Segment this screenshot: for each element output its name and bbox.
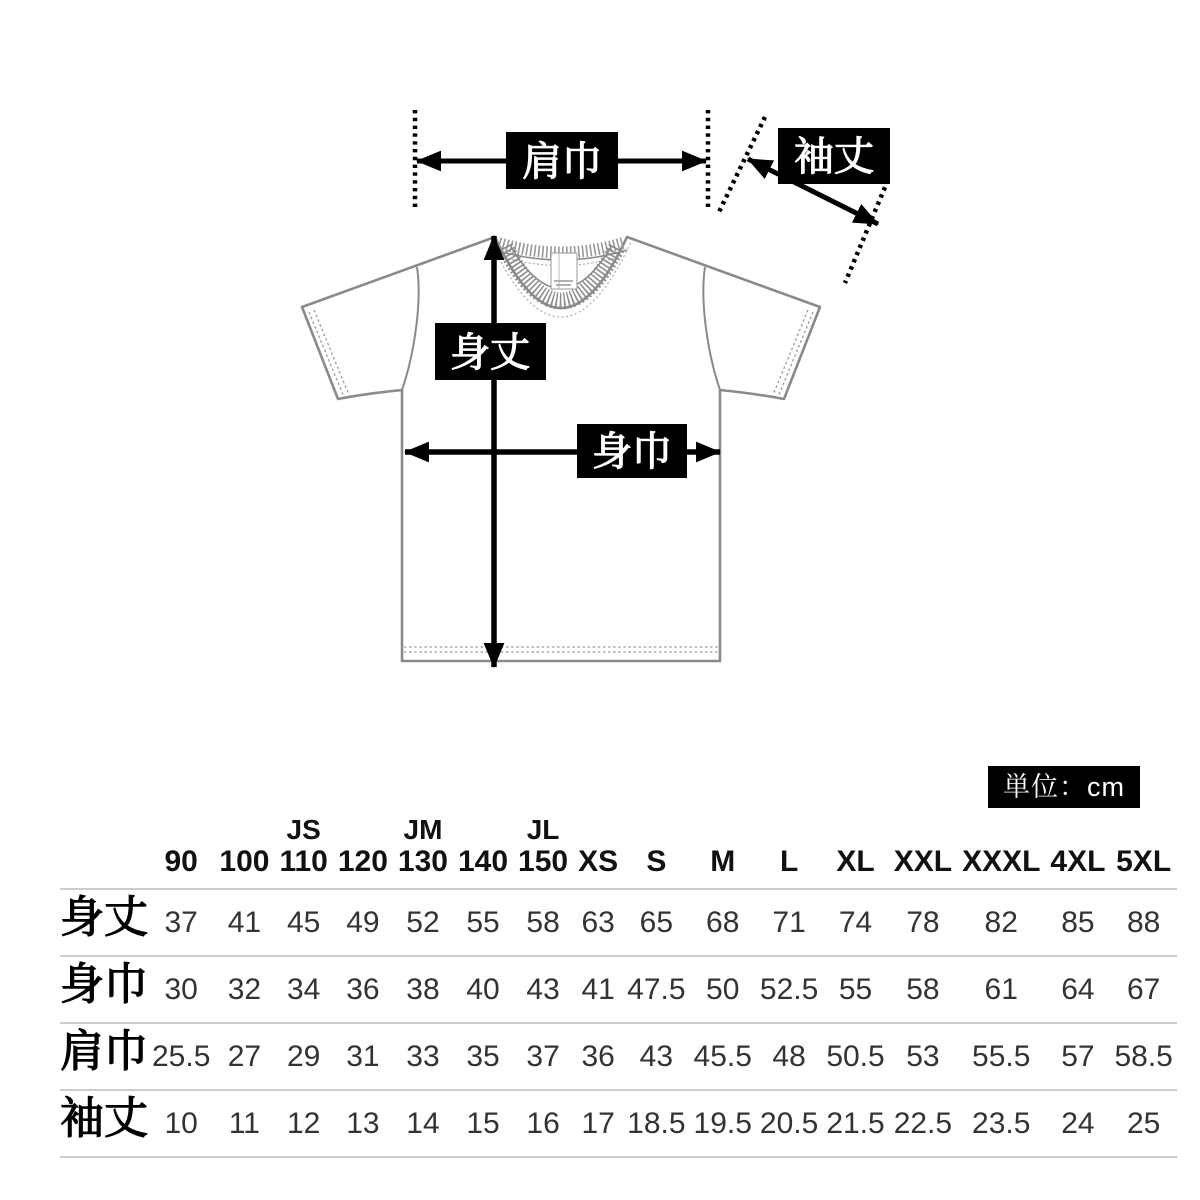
body-length-label-text: 身丈 bbox=[450, 331, 530, 375]
size-column-header: L bbox=[756, 810, 822, 889]
size-value-cell: 78 bbox=[889, 889, 957, 956]
size-value-cell: 47.5 bbox=[623, 956, 689, 1023]
size-column-header: S bbox=[623, 810, 689, 889]
size-value-cell: 12 bbox=[274, 1090, 332, 1157]
size-value-cell: 29 bbox=[274, 1023, 332, 1090]
size-column-header: 4XL bbox=[1045, 810, 1110, 889]
sleeve-length-label bbox=[778, 128, 890, 184]
size-value-cell: 52 bbox=[393, 889, 453, 956]
size-value-cell: 36 bbox=[573, 1023, 623, 1090]
size-value-cell: 31 bbox=[333, 1023, 393, 1090]
size-value-cell: 45 bbox=[274, 889, 332, 956]
size-value-cell: 21.5 bbox=[822, 1090, 888, 1157]
size-value-cell: 48 bbox=[756, 1023, 822, 1090]
body-length-label bbox=[435, 323, 546, 380]
measurement-row-label: 袖丈 bbox=[60, 1090, 148, 1157]
size-value-cell: 50.5 bbox=[822, 1023, 888, 1090]
size-table bbox=[60, 810, 1177, 1158]
size-value-cell: 22.5 bbox=[889, 1090, 957, 1157]
size-value-cell: 25 bbox=[1110, 1090, 1176, 1157]
size-value-cell: 37 bbox=[148, 889, 214, 956]
size-value-cell: 88 bbox=[1110, 889, 1176, 956]
size-value-cell: 16 bbox=[513, 1090, 573, 1157]
size-value-cell: 57 bbox=[1045, 1023, 1110, 1090]
size-value-cell: 85 bbox=[1045, 889, 1110, 956]
size-value-cell: 50 bbox=[690, 956, 756, 1023]
size-value-cell: 14 bbox=[393, 1090, 453, 1157]
size-value-cell: 43 bbox=[513, 956, 573, 1023]
size-value-cell: 61 bbox=[957, 956, 1045, 1023]
size-value-cell: 63 bbox=[573, 889, 623, 956]
size-value-cell: 10 bbox=[148, 1090, 214, 1157]
size-value-cell: 67 bbox=[1110, 956, 1176, 1023]
size-value-cell: 23.5 bbox=[957, 1090, 1045, 1157]
size-value-cell: 55 bbox=[453, 889, 513, 956]
size-column-header: 100 bbox=[214, 810, 274, 889]
size-value-cell: 58 bbox=[889, 956, 957, 1023]
size-value-cell: 64 bbox=[1045, 956, 1110, 1023]
size-value-cell: 37 bbox=[513, 1023, 573, 1090]
size-value-cell: 17 bbox=[573, 1090, 623, 1157]
size-value-cell: 43 bbox=[623, 1023, 689, 1090]
size-value-cell: 15 bbox=[453, 1090, 513, 1157]
size-column-header: XL bbox=[822, 810, 888, 889]
size-value-cell: 34 bbox=[274, 956, 332, 1023]
size-column-header: 120 bbox=[333, 810, 393, 889]
measurement-row bbox=[60, 956, 1177, 1023]
unit-badge: 単位：cm bbox=[988, 766, 1140, 808]
size-value-cell: 65 bbox=[623, 889, 689, 956]
size-value-cell: 38 bbox=[393, 956, 453, 1023]
size-column-header: XXL bbox=[889, 810, 957, 889]
measurement-row bbox=[60, 1090, 1177, 1157]
size-value-cell: 41 bbox=[573, 956, 623, 1023]
measurement-row bbox=[60, 889, 1177, 956]
size-value-cell: 58.5 bbox=[1110, 1023, 1176, 1090]
size-column-header: JL 150 bbox=[513, 810, 573, 889]
size-value-cell: 52.5 bbox=[756, 956, 822, 1023]
size-value-cell: 27 bbox=[214, 1023, 274, 1090]
sleeve-guide-bottom bbox=[845, 180, 888, 283]
size-column-header: XS bbox=[573, 810, 623, 889]
measurement-row-label: 身丈 bbox=[60, 889, 148, 956]
measurement-row bbox=[60, 1023, 1177, 1090]
size-column-header: XXXL bbox=[957, 810, 1045, 889]
size-column-header: JS 110 bbox=[274, 810, 332, 889]
body-width-label-text: 身巾 bbox=[592, 430, 672, 474]
body-width-label bbox=[577, 424, 687, 478]
size-value-cell: 53 bbox=[889, 1023, 957, 1090]
size-value-cell: 18.5 bbox=[623, 1090, 689, 1157]
shoulder-width-label bbox=[506, 132, 618, 189]
size-value-cell: 74 bbox=[822, 889, 888, 956]
size-value-cell: 32 bbox=[214, 956, 274, 1023]
size-value-cell: 55.5 bbox=[957, 1023, 1045, 1090]
size-value-cell: 40 bbox=[453, 956, 513, 1023]
size-value-cell: 30 bbox=[148, 956, 214, 1023]
size-value-cell: 45.5 bbox=[690, 1023, 756, 1090]
shoulder-width-label-text: 肩巾 bbox=[522, 140, 602, 184]
size-column-header: JM 130 bbox=[393, 810, 453, 889]
size-value-cell: 24 bbox=[1045, 1090, 1110, 1157]
size-value-cell: 19.5 bbox=[690, 1090, 756, 1157]
size-value-cell: 36 bbox=[333, 956, 393, 1023]
size-value-cell: 58 bbox=[513, 889, 573, 956]
size-value-cell: 41 bbox=[214, 889, 274, 956]
size-value-cell: 13 bbox=[333, 1090, 393, 1157]
size-value-cell: 71 bbox=[756, 889, 822, 956]
size-value-cell: 25.5 bbox=[148, 1023, 214, 1090]
size-column-header: 90 bbox=[148, 810, 214, 889]
sleeve-length-label-text: 袖丈 bbox=[794, 135, 874, 179]
size-column-subheader: JM bbox=[403, 814, 443, 845]
size-value-cell: 20.5 bbox=[756, 1090, 822, 1157]
size-column-header: 5XL bbox=[1110, 810, 1176, 889]
size-header-row bbox=[60, 810, 1177, 889]
size-column-header: 140 bbox=[453, 810, 513, 889]
measurement-row-label: 肩巾 bbox=[60, 1023, 148, 1090]
size-value-cell: 49 bbox=[333, 889, 393, 956]
size-value-cell: 33 bbox=[393, 1023, 453, 1090]
size-column-header: M bbox=[690, 810, 756, 889]
tshirt-drawing bbox=[302, 237, 820, 661]
size-column-subheader: JL bbox=[526, 814, 560, 845]
size-table-body bbox=[60, 889, 1177, 1157]
size-value-cell: 35 bbox=[453, 1023, 513, 1090]
neck-tag bbox=[551, 253, 577, 289]
size-value-cell: 11 bbox=[214, 1090, 274, 1157]
size-column-subheader: JS bbox=[286, 814, 321, 845]
measurement-row-label: 身巾 bbox=[60, 956, 148, 1023]
size-value-cell: 82 bbox=[957, 889, 1045, 956]
size-value-cell: 68 bbox=[690, 889, 756, 956]
size-value-cell: 55 bbox=[822, 956, 888, 1023]
table-corner-cell bbox=[60, 810, 148, 889]
